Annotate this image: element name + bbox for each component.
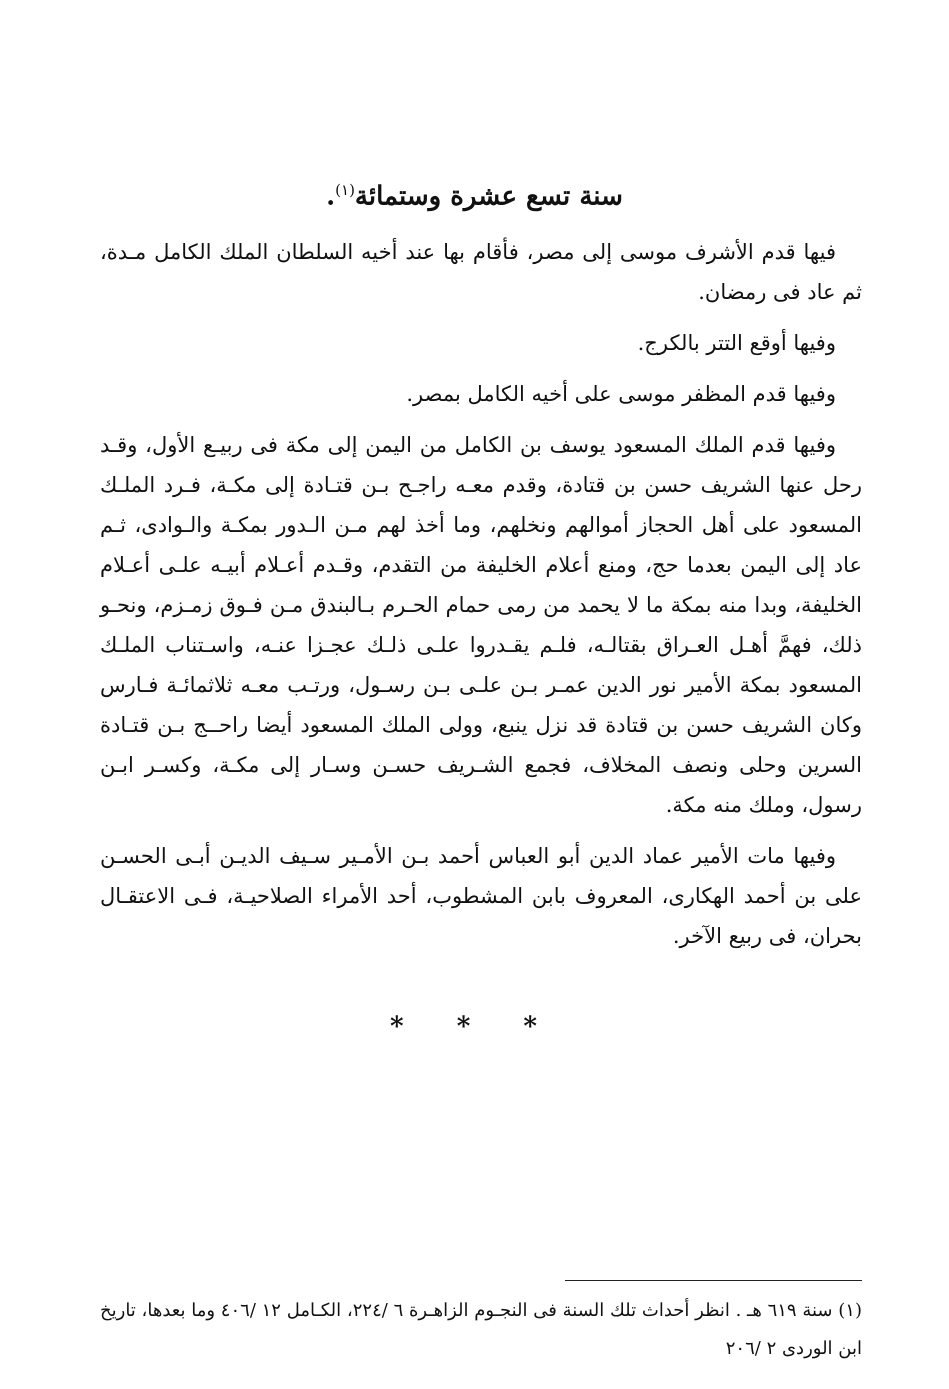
title-period: . bbox=[326, 181, 336, 212]
paragraph-1: فيها قدم الأشرف موسى إلى مصر، فأقام بها عند أخيه السلطان الملك الكامل مـدة، ثم عاد فى رمضان. bbox=[100, 240, 862, 304]
body-text bbox=[100, 232, 862, 967]
paragraph-3: وفيها قدم المظفر موسى على أخيه الكامل بمصر. bbox=[406, 382, 836, 406]
section-title bbox=[0, 170, 949, 217]
footnote-divider bbox=[565, 1280, 862, 1281]
section-separator: * * * bbox=[390, 1012, 559, 1042]
paragraph-2: وفيها أوقع التتر بالكرج. bbox=[637, 331, 836, 355]
footnote-ref[interactable]: (١) bbox=[335, 181, 355, 199]
footnote-text: (١) سنة ٦١٩ هـ . انظر أحداث تلك السنة فى النجـوم الزاهـرة ٦ /٢٢٤، الكـامل ١٢ /٤٠٦ وما بعدها، تاريخ ابن الوردى ٢ /٢٠٦ bbox=[100, 1300, 862, 1359]
paragraph-4: وفيها قدم الملك المسعود يوسف بن الكامل من اليمن إلى مكة فى ربيـع الأول، وقـد رحل عنها الشريف حسن بن قتادة، وقدم معـه راجـح بـن قتـادة إلى مكـة، فـرد الملـك المسعود على أهل الحجاز أموالهم ونخلهم، وما أخذ لهم مـن الـدور بمكـة والـوادى، ثـم عاد إلى اليمن بعدما حج، ومنع أعلام الخليفة من التقدم، وقـدم أعـلام أبيـه علـى أعـلام الخليفة، وبدا منه بمكة ما لا يحمد من رمى حمام الحـرم بـالبندق مـن فـوق زمـزم، ونحـو ذلك، فهمَّ أهـل العـراق بقتالـه، فلـم يقـدروا علـى ذلـك عجـزا عنـه، واسـتناب الملـك المسعود بمكة الأمير نور الدين عمـر بـن علـى بـن رسـول، ورتـب معـه ثلاثمائـة فـارس وكان الشريف حسن بن قتادة قد نزل ينبع، وولى الملك المسعود أيضا راحــج بـن قتـادة السرين وحلى ونصف المخلاف، فجمع الشـريف حسـن وسـار إلى مكـة، وكسـر ابـن رسول، وملك منه مكة. bbox=[100, 433, 862, 817]
section-title-text: سنة تسع عشرة وستمائة bbox=[354, 181, 623, 212]
paragraph-5: وفيها مات الأمير عماد الدين أبو العباس أحمد بـن الأمـير سـيف الديـن أبـى الحسـن على بن أحمد الهكارى، المعروف بابن المشطوب، أحد الأمراء الصلاحيـة، فـى الاعتقـال بحران، فى ربيع الآخر. bbox=[100, 844, 862, 948]
